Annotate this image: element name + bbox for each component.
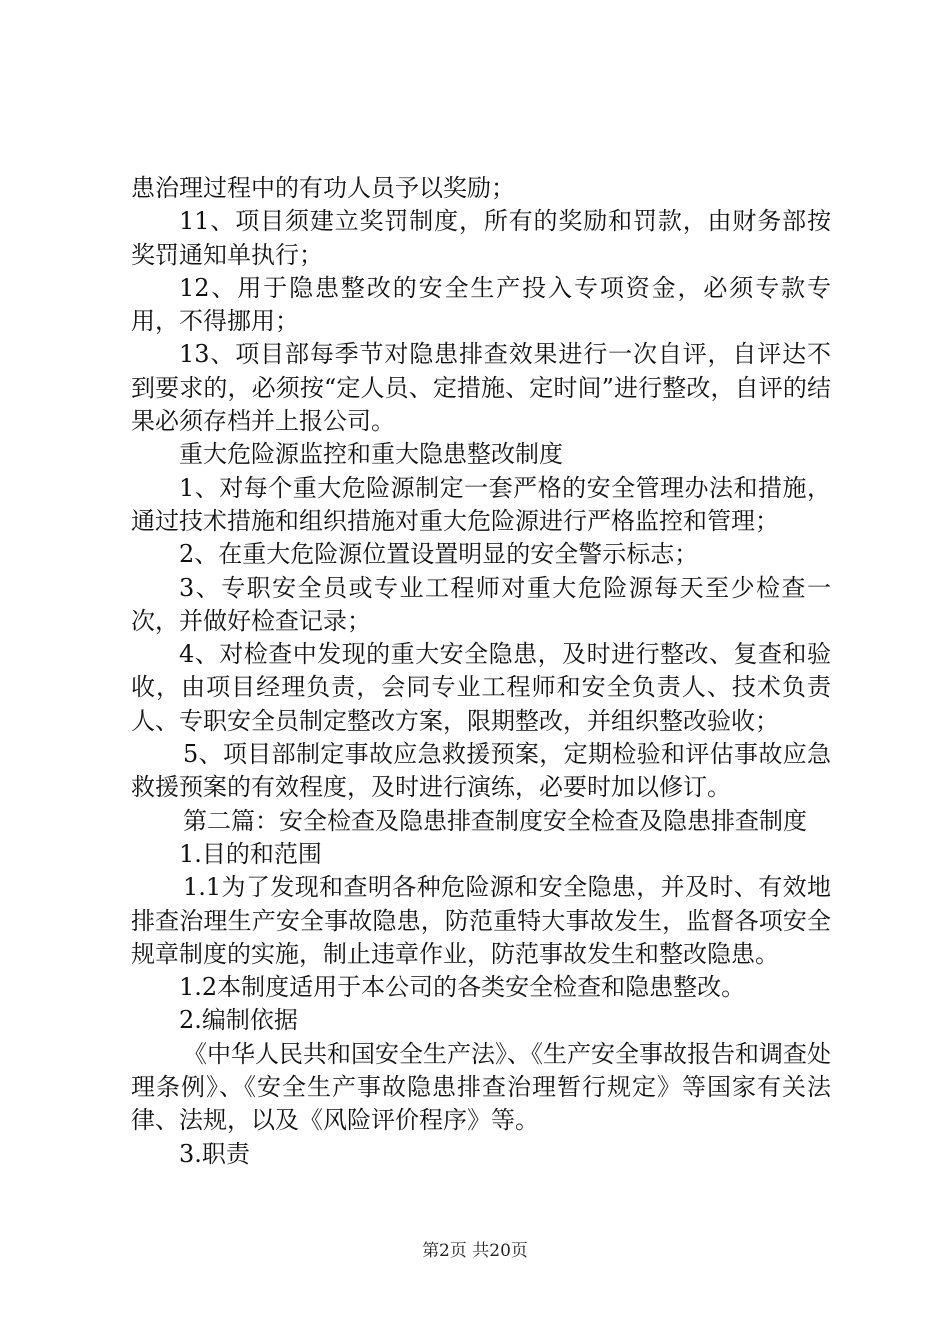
paragraph-hazard-item-3: 3、专职安全员或专业工程师对重大危险源每天至少检查一次，并做好检查记录；	[131, 573, 831, 635]
paragraph-item-12: 12、用于隐患整改的安全生产投入专项资金，必须专款专用，不得挪用；	[131, 273, 831, 336]
chapter-heading-part-two: 第二篇：安全检查及隐患排查制度安全检查及隐患排查制度	[183, 806, 807, 835]
paragraph-basis-laws: 《中华人民共和国安全生产法》、《生产安全事故报告和调查处理条例》、《安全生产事故隐患排查治理暂行规定》等国家有关法律、法规，以及《风险评价程序》等。	[131, 1039, 831, 1135]
paragraph-hazard-item-1: 1、对每个重大危险源制定一套严格的安全管理办法和措施，通过技术措施和组织措施对重大危险源进行严格监控和管理；	[131, 473, 831, 535]
paragraph-hazard-item-5: 5、项目部制定事故应急救援预案，定期检验和评估事故应急救援预案的有效程度，及时进行演练，必要时加以修订。	[131, 740, 831, 802]
section-heading-purpose-scope: 1.目的和范围	[179, 839, 322, 868]
paragraph-item-13: 13、项目部每季节对隐患排查效果进行一次自评，自评达不到要求的，必须按“定人员、定措施、定时间”进行整改，自评的结果必须存档并上报公司。	[131, 340, 831, 436]
paragraph-1-1: 1.1为了发现和查明各种危险源和安全隐患，并及时、有效地排查治理生产安全事故隐患，防范重特大事故发生，监督各项安全规章制度的实施，制止违章作业，防范事故发生和整改隐患。	[131, 873, 831, 968]
paragraph-1-2: 1.2本制度适用于本公司的各类安全检查和隐患整改。	[179, 973, 746, 1002]
page-number-footer: 第2页 共20页	[422, 1241, 528, 1261]
document-body	[131, 172, 831, 1171]
section-heading-major-hazard: 重大危险源监控和重大隐患整改制度	[179, 440, 563, 469]
paragraph-item-11: 11、项目须建立奖罚制度，所有的奖励和罚款，由财务部按奖罚通知单执行；	[131, 207, 831, 269]
paragraph-hazard-item-2: 2、在重大危险源位置设置明显的安全警示标志；	[179, 540, 699, 569]
paragraph-continuation: 患治理过程中的有功人员予以奖励；	[131, 174, 515, 202]
section-heading-duties: 3.职责	[179, 1139, 250, 1168]
paragraph-hazard-item-4: 4、对检查中发现的重大安全隐患，及时进行整改、复查和验收，由项目经理负责，会同专业工程师和安全负责人、技术负责人、专职安全员制定整改方案，限期整改，并组织整改验收；	[131, 640, 831, 735]
section-heading-basis: 2.编制依据	[179, 1006, 298, 1035]
